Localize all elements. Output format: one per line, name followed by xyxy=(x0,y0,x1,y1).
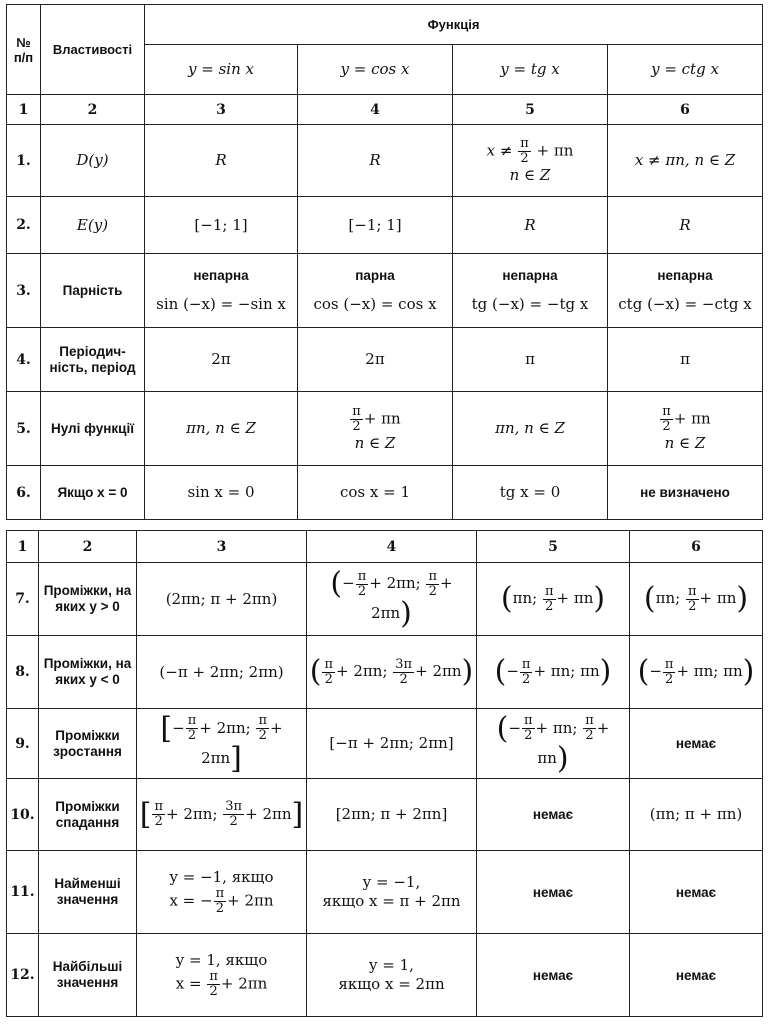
table-row: 10. Проміжки спадання [ $\frac{\pi}{2}$ + 2πn; $\frac{3\pi}{2}$ + 2πn] [2πn; π + 2πn] немає (πn; π + πn) xyxy=(7,779,763,851)
number-header: № п/п xyxy=(7,5,41,95)
function-header: Функція xyxy=(145,5,763,45)
properties-table-part-2 xyxy=(6,530,763,1017)
table-row: 8. Проміжки, на яких y < 0 (−π + 2πn; 2πn) ( $\frac{\pi}{2}$ + 2πn; $\frac{3\pi}{2}$ + 2πn) (− $\frac{\pi}{2}$ + πn; πn) (− $\frac{\pi}{2}$ + πn; πn) xyxy=(7,636,763,709)
table-row: 11. Найменші значення y = −1, якщо x = − $\frac{\pi}{2}$ + 2πn y = −1, якщо x = π + 2πn немає немає xyxy=(7,851,763,934)
table-row: 1. D(y) R R x ≠ $\frac{\pi}{2}$ + πn n ∈ Z x ≠ πn, n ∈ Z xyxy=(7,125,763,197)
table-row: 9. Проміжки зростання [− $\frac{\pi}{2}$ + 2πn; $\frac{\pi}{2}$ + 2πn] [−π + 2πn; 2πn] (− $\frac{\pi}{2}$ + πn; $\frac{\pi}{2}$ + πn) немає xyxy=(7,709,763,779)
function-ctg: y = ctg x xyxy=(608,45,763,95)
table-row: 7. Проміжки, на яких y > 0 (2πn; π + 2πn) (− $\frac{\pi}{2}$ + 2πn; $\frac{\pi}{2}$ + 2πn) (πn; $\frac{\pi}{2}$ + πn) (πn; $\frac{\pi}{2}$ + πn) xyxy=(7,563,763,636)
properties-table-part-1 xyxy=(6,4,763,520)
table-row: 5. Нулі функції πn, n ∈ Z $\frac{\pi}{2}$ + πn n ∈ Z πn, n ∈ Z $\frac{\pi}{2}$ + πn n ∈ Z xyxy=(7,392,763,466)
formula-cell: x ≠ $\frac{\pi}{2}$ + πn n ∈ Z xyxy=(453,125,608,197)
table-row: 6. Якщо x = 0 sin x = 0 cos x = 1 tg x = 0 не визначено xyxy=(7,466,763,520)
table-row: 3. Парність непарна sin (−x) = −sin x парна cos (−x) = cos x непарна tg (−x) = −tg x непарна ctg (−x) = −ctg x xyxy=(7,254,763,328)
properties-header: Властивості xyxy=(41,5,145,95)
table-row: 4. Періодич-ність, період 2π 2π π π xyxy=(7,328,763,392)
column-number-row: 1 2 3 4 5 6 xyxy=(7,531,763,563)
function-sin: y = sin x xyxy=(145,45,298,95)
function-cos: y = cos x xyxy=(298,45,453,95)
column-number-row: 1 2 3 4 5 6 xyxy=(7,95,763,125)
table-row: 12. Найбільші значення y = 1, якщо x = $\frac{\pi}{2}$ + 2πn y = 1, якщо x = 2πn немає немає xyxy=(7,934,763,1017)
function-tg: y = tg x xyxy=(453,45,608,95)
table-row: 2. E(y) [−1; 1] [−1; 1] R R xyxy=(7,197,763,254)
property-label: D(y) xyxy=(41,125,145,197)
